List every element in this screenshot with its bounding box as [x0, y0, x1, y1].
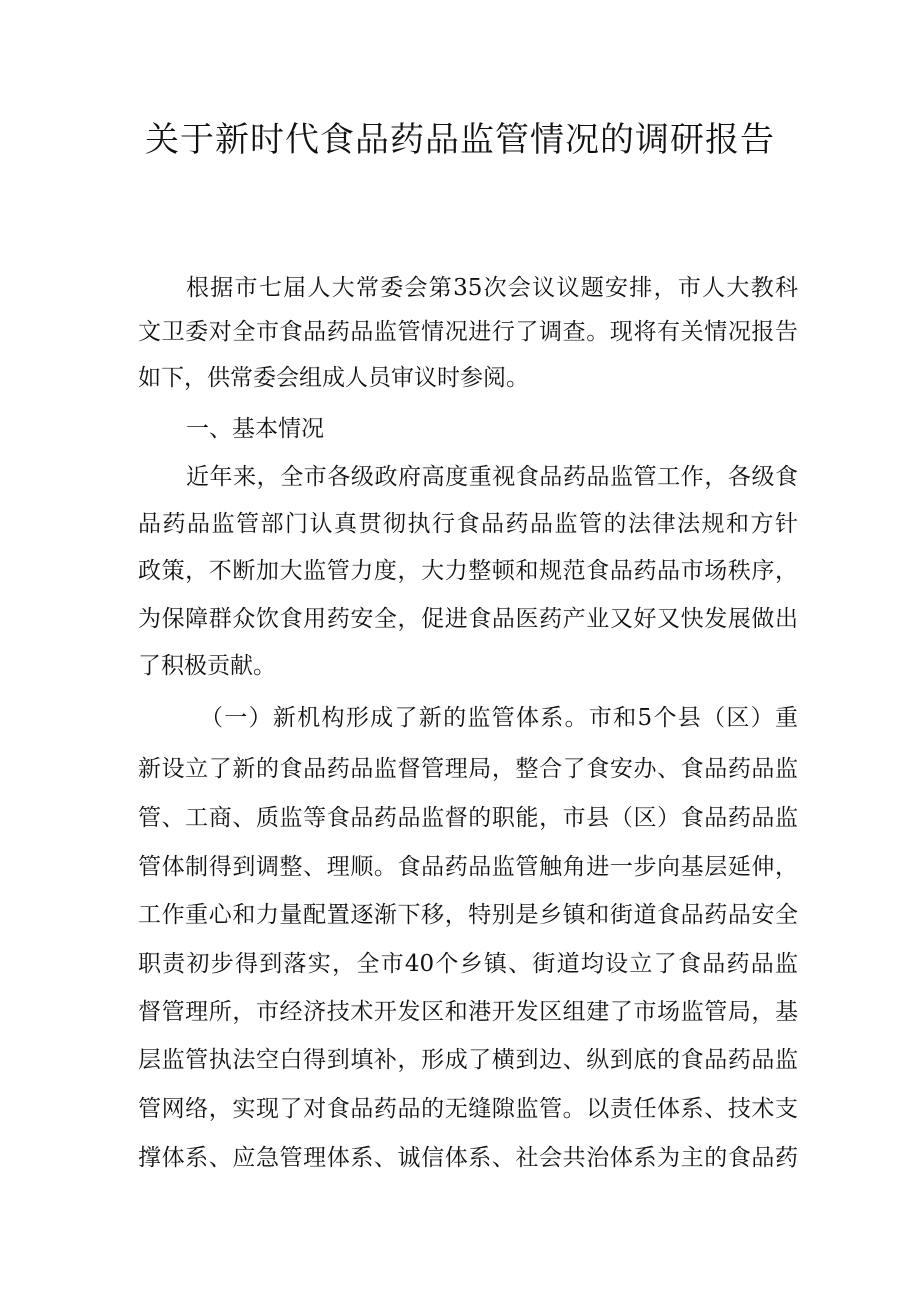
body-line: 了积极贡献。 [138, 653, 276, 679]
body-line: 职责初步得到落实，全市40个乡镇、街道均设立了食品药品监 [138, 951, 798, 977]
body-line: 根据市七届人大常委会第35次会议议题安排，市人大教科 [186, 275, 798, 301]
body-line: 管网络，实现了对食品药品的无缝隙监管。以责任体系、技术支 [138, 1096, 798, 1122]
body-line: 工作重心和力量配置逐渐下移，特别是乡镇和街道食品药品安全 [138, 902, 798, 928]
body-line: 管体制得到调整、理顺。食品药品监管触角进一步向基层延伸， [138, 854, 798, 880]
body-line: 为保障群众饮食用药安全，促进食品医药产业又好又快发展做出 [138, 606, 798, 632]
document-title: 关于新时代食品药品监管情况的调研报告 [145, 120, 775, 160]
subsection-line: （一）新机构形成了新的监管体系。市和5个县（区）重 [200, 705, 798, 731]
body-line: 如下，供常委会组成人员审议时参阅。 [138, 365, 529, 391]
body-line: 层监管执法空白得到填补，形成了横到边、纵到底的食品药品监 [138, 1047, 798, 1073]
body-line: 新设立了新的食品药品监督管理局，整合了食安办、食品药品监 [138, 756, 798, 782]
body-line: 品药品监管部门认真贯彻执行食品药品监管的法律法规和方针 [138, 511, 798, 537]
body-line: 督管理所，市经济技术开发区和港开发区组建了市场监管局，基 [138, 999, 798, 1025]
body-line: 文卫委对全市食品药品监管情况进行了调查。现将有关情况报告 [138, 319, 798, 345]
body-line: 政策，不断加大监管力度，大力整顿和规范食品药品市场秩序， [138, 558, 798, 584]
body-line: 近年来，全市各级政府高度重视食品药品监管工作，各级食 [186, 464, 798, 490]
section-heading: 一、基本情况 [186, 416, 324, 442]
body-line: 管、工商、质监等食品药品监督的职能，市县（区）食品药品监 [138, 805, 798, 831]
body-line: 撑体系、应急管理体系、诚信体系、社会共治体系为主的食品药 [138, 1145, 798, 1171]
